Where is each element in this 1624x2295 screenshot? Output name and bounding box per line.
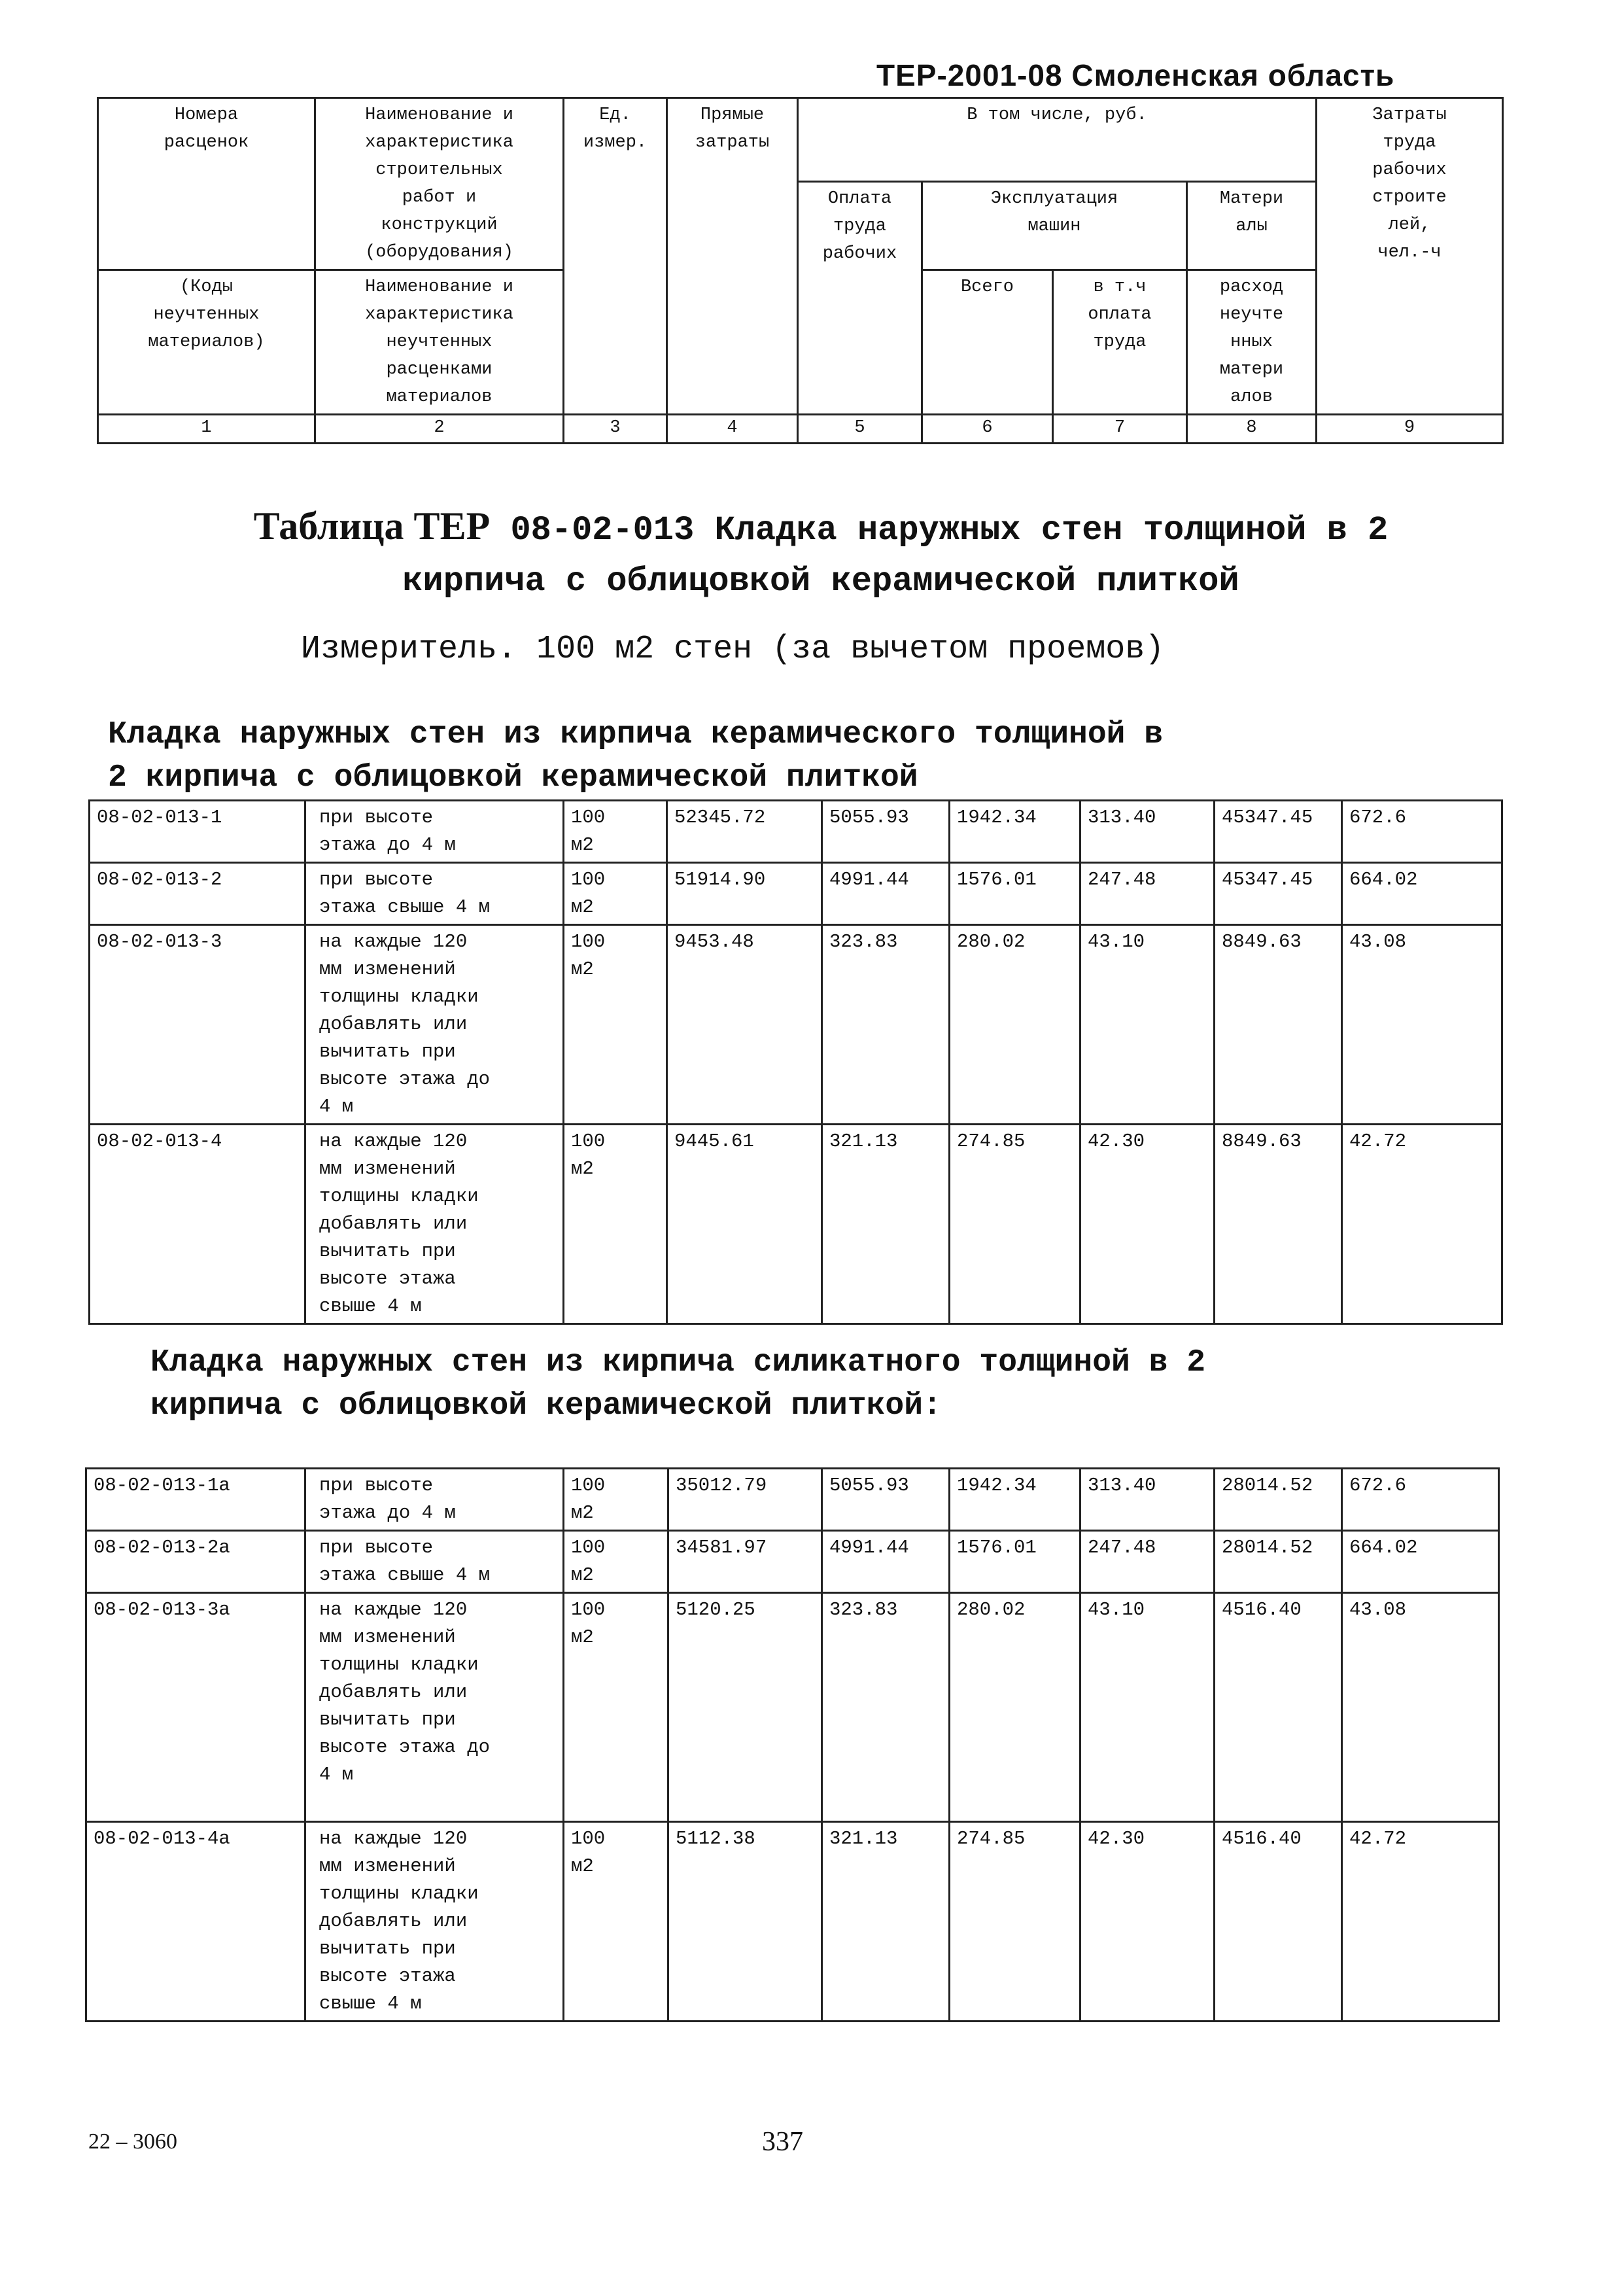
column-number: 2 (315, 415, 564, 444)
direct-costs: 5112.38 (668, 1822, 822, 2022)
labor-pay: 323.83 (822, 1593, 950, 1822)
materials: 4516.40 (1215, 1822, 1342, 2022)
labor-pay: 4991.44 (822, 1531, 950, 1593)
table-title (118, 500, 1524, 607)
header-codes: Номера расценок (98, 98, 315, 270)
table-row (90, 863, 1502, 925)
work-description: при высоте этажа до 4 м (305, 801, 564, 863)
machines-total: 280.02 (950, 925, 1080, 1125)
section-heading-ceramic: Кладка наружных стен из кирпича керамического толщиной в 2 кирпича с облицовкой керамической плиткой (108, 717, 1164, 796)
machines-total: 1942.34 (950, 801, 1080, 863)
header-machines-labor: в т.ч оплата труда (1053, 270, 1187, 415)
labor-pay: 321.13 (822, 1822, 950, 2022)
header-material-usage: расход неучте нных матери алов (1187, 270, 1317, 415)
machines-total: 274.85 (950, 1822, 1080, 2022)
work-description: на каждые 120 мм изменений толщины кладки добавлять или вычитать при высоте этажа до 4 м (305, 925, 564, 1125)
machines-total: 280.02 (950, 1593, 1080, 1822)
direct-costs: 52345.72 (667, 801, 822, 863)
materials: 4516.40 (1215, 1593, 1342, 1822)
machines-labor: 313.40 (1080, 801, 1215, 863)
labor-hours: 664.02 (1342, 863, 1502, 925)
table-row (90, 1125, 1502, 1324)
unit: 100 м2 (564, 1822, 668, 2022)
direct-costs: 35012.79 (668, 1469, 822, 1531)
table-row (90, 925, 1502, 1125)
table-row (86, 1593, 1499, 1822)
column-number: 6 (922, 415, 1053, 444)
machines-total: 1576.01 (950, 863, 1080, 925)
unit: 100 м2 (564, 863, 667, 925)
rate-code: 08-02-013-4a (86, 1822, 305, 2022)
header-work-name: Наименование и характеристика строительных работ и конструкций (оборудования) (315, 98, 564, 270)
header-materials: Матери алы (1187, 182, 1317, 270)
direct-costs: 9445.61 (667, 1125, 822, 1324)
materials: 8849.63 (1215, 1125, 1342, 1324)
direct-costs: 5120.25 (668, 1593, 822, 1822)
column-number: 7 (1053, 415, 1187, 444)
materials: 28014.52 (1215, 1531, 1342, 1593)
rate-code: 08-02-013-3 (90, 925, 305, 1125)
measurement-unit: Измеритель. 100 м2 стен (за вычетом проемов) (301, 631, 1165, 668)
rates-table-ceramic (88, 799, 1503, 1325)
document-header: ТЕР-2001-08 Смоленская область (876, 58, 1395, 92)
labor-hours: 42.72 (1342, 1125, 1502, 1324)
machines-labor: 313.40 (1080, 1469, 1215, 1531)
labor-hours: 672.6 (1342, 1469, 1499, 1531)
labor-hours: 664.02 (1342, 1531, 1499, 1593)
direct-costs: 34581.97 (668, 1531, 822, 1593)
machines-total: 1942.34 (950, 1469, 1080, 1531)
machines-labor: 42.30 (1080, 1822, 1215, 2022)
labor-hours: 43.08 (1342, 925, 1502, 1125)
materials: 28014.52 (1215, 1469, 1342, 1531)
direct-costs: 9453.48 (667, 925, 822, 1125)
column-number: 1 (98, 415, 315, 444)
header-direct-costs: Прямые затраты (667, 98, 798, 415)
header-including: В том числе, руб. (798, 98, 1317, 182)
labor-hours: 43.08 (1342, 1593, 1499, 1822)
column-number: 9 (1317, 415, 1503, 444)
table-row (86, 1469, 1499, 1531)
labor-pay: 5055.93 (822, 801, 950, 863)
header-labor-hours: Затраты труда рабочих строите лей, чел.-ч (1317, 98, 1503, 415)
labor-pay: 5055.93 (822, 1469, 950, 1531)
machines-labor: 43.10 (1080, 925, 1215, 1125)
section-heading-silicate: Кладка наружных стен из кирпича силикатного толщиной в 2 кирпича с облицовкой керамической плиткой: (150, 1345, 1206, 1424)
page-number: 337 (762, 2127, 803, 2157)
column-header-table (97, 97, 1504, 444)
rate-code: 08-02-013-2 (90, 863, 305, 925)
labor-pay: 4991.44 (822, 863, 950, 925)
work-description: на каждые 120 мм изменений толщины кладки добавлять или вычитать при высоте этажа свыше 4 м (305, 1125, 564, 1324)
unit: 100 м2 (564, 1531, 668, 1593)
labor-pay: 323.83 (822, 925, 950, 1125)
work-description: при высоте этажа свыше 4 м (305, 1531, 564, 1593)
header-unit: Ед. измер. (564, 98, 667, 415)
unit: 100 м2 (564, 1593, 668, 1822)
machines-labor: 43.10 (1080, 1593, 1215, 1822)
unit: 100 м2 (564, 1125, 667, 1324)
labor-hours: 672.6 (1342, 801, 1502, 863)
unit: 100 м2 (564, 925, 667, 1125)
header-material-codes: (Коды неучтенных материалов) (98, 270, 315, 415)
header-machines-total: Всего (922, 270, 1053, 415)
machines-labor: 247.48 (1080, 1531, 1215, 1593)
work-description: на каждые 120 мм изменений толщины кладки добавлять или вычитать при высоте этажа до 4 м (305, 1593, 564, 1822)
column-number: 3 (564, 415, 667, 444)
column-number: 8 (1187, 415, 1317, 444)
table-title-text: 08-02-013 Кладка наружных стен толщиной в 2 кирпича с облицовкой керамической плиткой (402, 511, 1389, 601)
rates-table-silicate (85, 1467, 1500, 2022)
rate-code: 08-02-013-1a (86, 1469, 305, 1531)
rate-code: 08-02-013-3a (86, 1593, 305, 1822)
labor-hours: 42.72 (1342, 1822, 1499, 2022)
rate-code: 08-02-013-2a (86, 1531, 305, 1593)
header-labor-pay: Оплата труда рабочих (798, 182, 922, 415)
materials: 8849.63 (1215, 925, 1342, 1125)
materials: 45347.45 (1215, 863, 1342, 925)
machines-total: 1576.01 (950, 1531, 1080, 1593)
column-number: 5 (798, 415, 922, 444)
work-description: на каждые 120 мм изменений толщины кладки добавлять или вычитать при высоте этажа свыше 4 м (305, 1822, 564, 2022)
machines-total: 274.85 (950, 1125, 1080, 1324)
rate-code: 08-02-013-1 (90, 801, 305, 863)
work-description: при высоте этажа до 4 м (305, 1469, 564, 1531)
materials: 45347.45 (1215, 801, 1342, 863)
table-row (86, 1822, 1499, 2022)
header-machines: Эксплуатация машин (922, 182, 1187, 270)
header-material-names: Наименование и характеристика неучтенных расценками материалов (315, 270, 564, 415)
column-number: 4 (667, 415, 798, 444)
machines-labor: 247.48 (1080, 863, 1215, 925)
footer-print-code: 22 – 3060 (88, 2129, 177, 2154)
work-description: при высоте этажа свыше 4 м (305, 863, 564, 925)
table-title-prefix: Таблица ТЕР (253, 504, 491, 548)
table-row (86, 1531, 1499, 1593)
machines-labor: 42.30 (1080, 1125, 1215, 1324)
table-row (90, 801, 1502, 863)
rate-code: 08-02-013-4 (90, 1125, 305, 1324)
unit: 100 м2 (564, 1469, 668, 1531)
labor-pay: 321.13 (822, 1125, 950, 1324)
unit: 100 м2 (564, 801, 667, 863)
direct-costs: 51914.90 (667, 863, 822, 925)
